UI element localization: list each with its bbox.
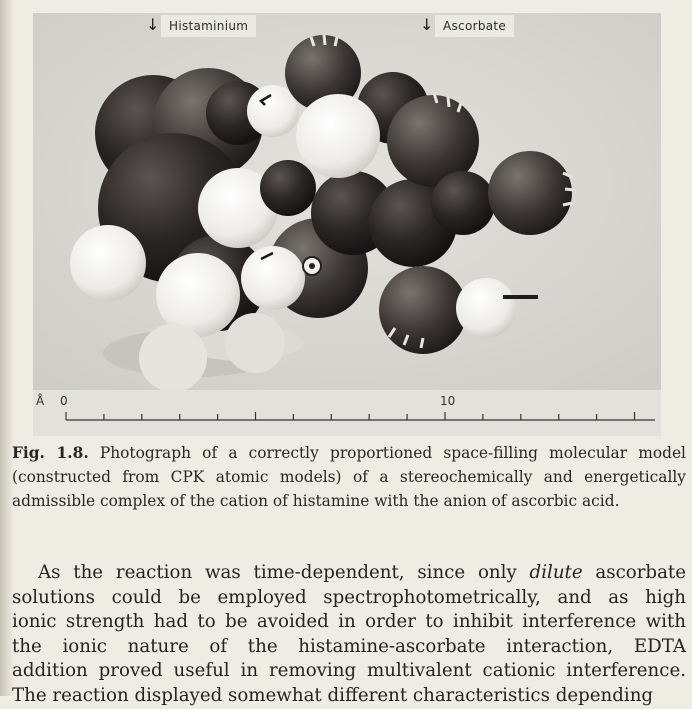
scale-ten-label: 10 xyxy=(440,394,456,408)
text-run: ionic strength had to be avoided in order to inhibit interference with xyxy=(12,611,686,633)
ascorbate-arrow-icon: ↓ xyxy=(420,15,434,34)
text-line xyxy=(12,684,686,709)
text-run: The reaction displayed somewhat different characteristics depending xyxy=(12,684,654,706)
scale-unit-label: Å xyxy=(36,394,45,408)
scale-ruler xyxy=(33,390,661,436)
text-run: As the reaction was time-dependent, since only xyxy=(38,562,530,583)
text-line xyxy=(12,586,686,611)
histaminium-label: Histaminium xyxy=(161,15,256,37)
figure-number: Fig. 1.8. xyxy=(12,444,89,462)
text-line xyxy=(12,635,686,660)
figure-caption xyxy=(12,441,686,513)
text-run: the ionic nature of the histamine-ascorbate interaction, EDTA xyxy=(12,635,686,657)
text-run: ascorbate xyxy=(582,562,686,583)
body-paragraph xyxy=(12,561,686,709)
cpk-model-image xyxy=(33,13,661,393)
paragraph xyxy=(12,561,686,709)
text-run: solutions could be employed spectrophotometrically, and as high xyxy=(12,586,686,608)
text-line xyxy=(12,561,686,586)
text-line xyxy=(12,610,686,635)
text-line xyxy=(12,659,686,684)
caption-text: Photograph of a correctly proportioned space-filling molecular model (constructed from CPK atomic models) of a stereochemically and energetically admissible complex of the cation of histamine with the anion of ascorbic acid. xyxy=(12,444,686,510)
emphasis-text: dilute xyxy=(529,562,583,583)
angstrom-scale-bar xyxy=(33,390,661,436)
scale-zero-label: 0 xyxy=(60,394,68,408)
histaminium-arrow-icon: ↓ xyxy=(146,15,160,34)
text-run: addition proved useful in removing multivalent cationic interference. xyxy=(12,660,686,682)
molecular-model-photograph xyxy=(33,13,661,393)
ascorbate-label: Ascorbate xyxy=(435,15,514,37)
